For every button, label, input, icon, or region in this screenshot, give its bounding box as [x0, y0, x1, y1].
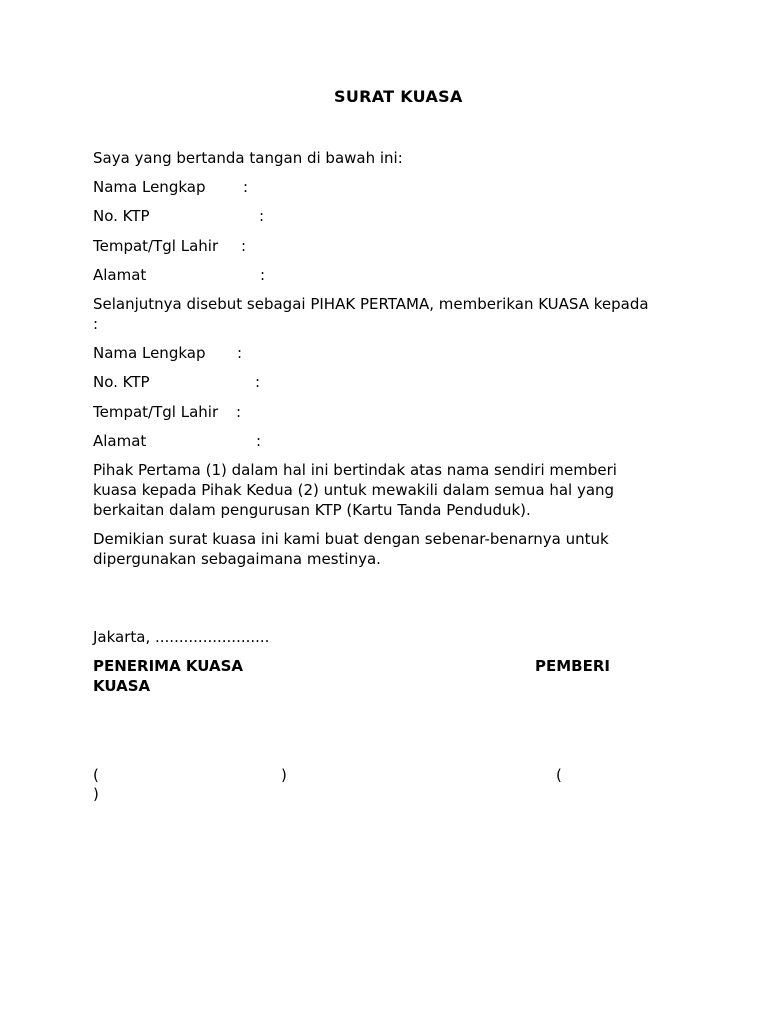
pihak-pertama-nama-colon: :	[243, 178, 249, 196]
pihak-pertama-ktp-label: No. KTP	[93, 207, 150, 225]
pihak-pertama-ttl-colon: :	[241, 237, 247, 255]
pihak-kedua-ktp-label: No. KTP	[93, 373, 150, 391]
penerima-close-paren: )	[281, 766, 287, 784]
pihak-kedua-nama-label: Nama Lengkap	[93, 344, 206, 362]
pihak-pertama-alamat-label: Alamat	[93, 266, 147, 284]
pihak-kedua-ttl-label: Tempat/Tgl Lahir	[93, 403, 219, 421]
pihak-pertama-alamat-colon: :	[260, 266, 266, 284]
transition-text: Selanjutnya disebut sebagai PIHAK PERTAMA, memberikan KUASA kepada :	[93, 295, 649, 333]
penerima-kuasa-label: PENERIMA KUASA	[93, 657, 244, 675]
pihak-pertama-ttl-label: Tempat/Tgl Lahir	[93, 237, 219, 255]
document-title: SURAT KUASA	[334, 87, 463, 106]
intro-text: Saya yang bertanda tangan di bawah ini:	[93, 149, 403, 167]
pihak-kedua-alamat-colon: :	[256, 432, 262, 450]
penerima-open-paren: (	[93, 766, 99, 784]
pihak-kedua-alamat-label: Alamat	[93, 432, 147, 450]
pihak-kedua-ttl-colon: :	[236, 403, 242, 421]
pihak-kedua-ktp-colon: :	[255, 373, 261, 391]
pemberi-kuasa-label-line2: KUASA	[93, 677, 151, 695]
pemberi-open-paren: (	[556, 766, 562, 784]
pemberi-kuasa-label-line1: PEMBERI	[535, 657, 610, 675]
place-date: Jakarta, ........................	[93, 628, 270, 646]
pihak-pertama-nama-label: Nama Lengkap	[93, 178, 206, 196]
pihak-kedua-nama-colon: :	[237, 344, 243, 362]
closing-paragraph: Demikian surat kuasa ini kami buat dengan sebenar-benarnya untuk dipergunakan sebagaimana mestinya.	[93, 530, 609, 568]
pemberi-close-paren: )	[93, 785, 99, 803]
body-paragraph: Pihak Pertama (1) dalam hal ini bertindak atas nama sendiri memberi kuasa kepada Pihak Kedua (2) untuk mewakili dalam semua hal yang berkaitan dalam pengurusan KTP (Kartu Tanda Penduduk).	[93, 461, 617, 519]
pihak-pertama-ktp-colon: :	[259, 207, 265, 225]
